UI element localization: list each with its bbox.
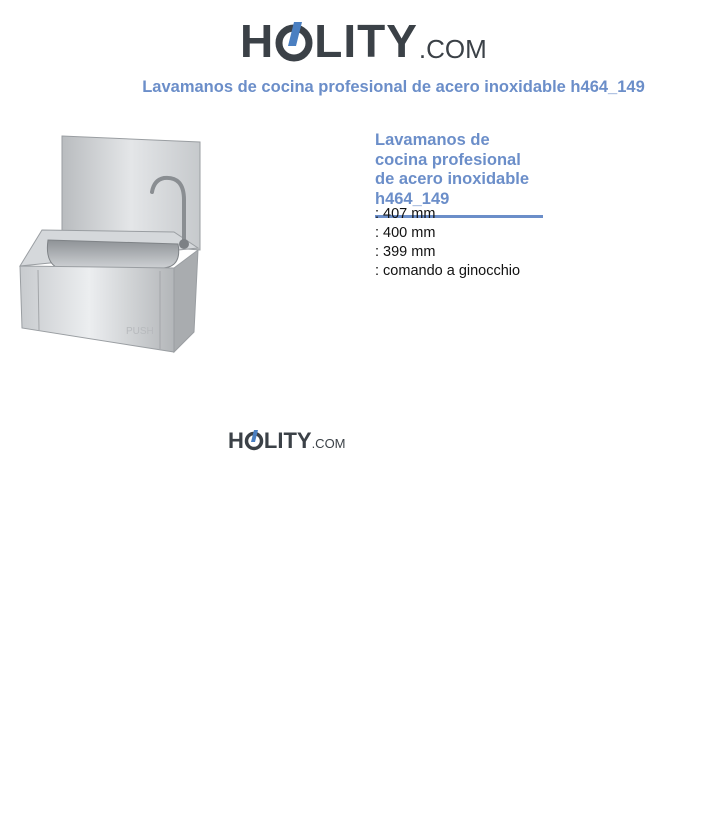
logo-letter-h: H <box>240 15 275 67</box>
product-specs <box>375 205 520 281</box>
logo-word: LITY <box>314 15 418 67</box>
page-title: Lavamanos de cocina profesional de acero inoxidable h464_149 <box>142 78 645 96</box>
logo-letter-h: H <box>228 428 244 453</box>
logo-ring-icon <box>274 18 314 64</box>
logo-word: LITY <box>263 428 312 453</box>
spec-line: : comando a ginocchio <box>375 263 521 279</box>
logo-domain: .COM <box>418 34 487 64</box>
spec-line: : 399 mm <box>375 244 436 260</box>
spec-line: : 407 mm <box>375 206 436 222</box>
logo-ring-icon <box>244 428 264 452</box>
holity-logo-footer[interactable] <box>228 424 346 452</box>
product-image <box>14 128 204 358</box>
push-label: PUSH <box>126 326 154 337</box>
holity-logo[interactable] <box>240 14 487 67</box>
spec-line: : 400 mm <box>375 225 436 241</box>
product-title: Lavamanos de cocina profesional de acero inoxidable h464_149 <box>375 131 543 218</box>
logo-domain: .COM <box>311 436 346 451</box>
